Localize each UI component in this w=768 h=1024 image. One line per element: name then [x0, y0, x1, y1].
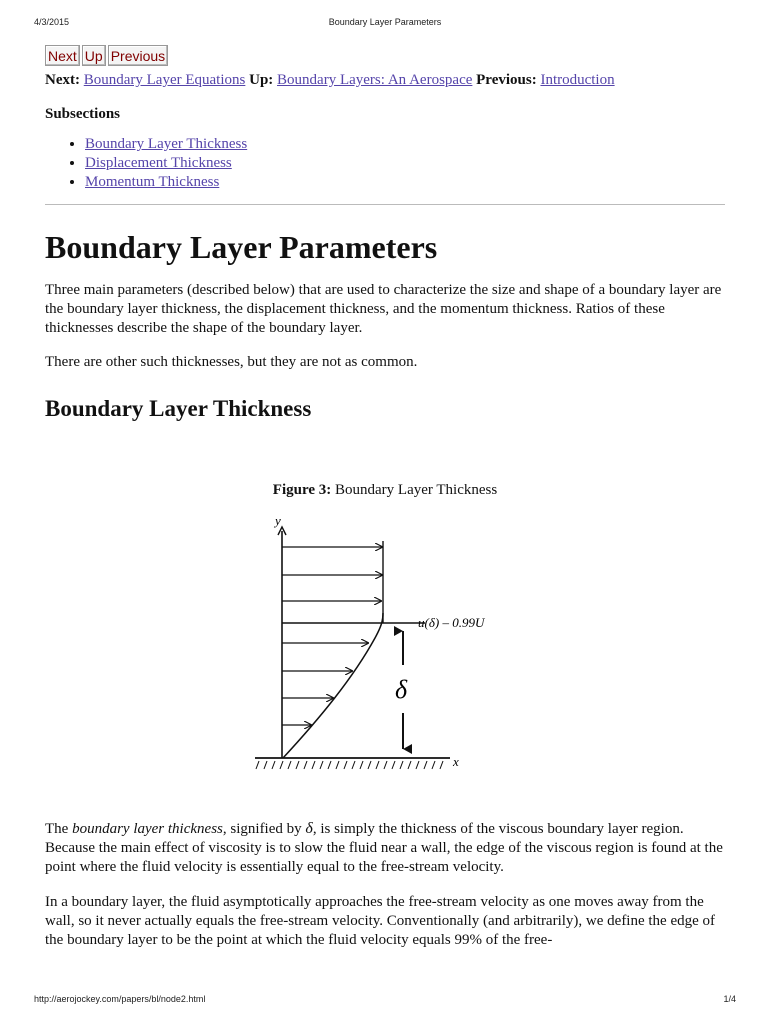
delta-symbol: δ — [395, 675, 408, 704]
figure-caption-text: Boundary Layer Thickness — [331, 482, 498, 498]
print-footer — [34, 994, 736, 1006]
intro-paragraph-2: There are other such thicknesses, but they are not as common. — [45, 354, 418, 370]
figure-boundary-layer — [235, 513, 535, 793]
previous-link[interactable]: Introduction — [540, 72, 615, 88]
up-link[interactable]: Boundary Layers: An Aerospace — [277, 72, 473, 88]
nav-buttons — [45, 45, 725, 66]
wall-hatching — [256, 761, 443, 769]
emphasis-term: boundary layer thickness — [72, 821, 223, 837]
page-content — [45, 45, 725, 950]
print-page-number: 1/4 — [723, 994, 736, 1004]
divider — [45, 204, 725, 205]
subsection-link-displacement-thickness[interactable]: Displacement Thickness — [85, 155, 232, 171]
velocity-profile-curve — [283, 613, 383, 758]
next-label: Next: — [45, 72, 80, 88]
up-button[interactable]: Up — [82, 45, 106, 66]
velocity-arrows — [282, 547, 382, 725]
edge-velocity-label: u(δ) – 0.99U — [418, 615, 485, 630]
subsections-title: Subsections — [45, 106, 121, 122]
print-url: http://aerojockey.com/papers/bl/node2.html — [34, 994, 206, 1004]
previous-label: Previous: — [476, 72, 537, 88]
list-item — [85, 154, 725, 173]
intro-paragraph-1: Three main parameters (described below) that are used to characterize the size and shape of a boundary layer are the boundary layer thickness, the displacement thickness, and the momentum thickness. Ratios of these thicknesses describe the shape of the boundary layer. — [45, 282, 722, 336]
list-item — [85, 173, 725, 192]
y-axis-label: y — [275, 513, 281, 528]
boundary-layer-paragraph-2: In a boundary layer, the fluid asymptotically approaches the free-stream velocity as one moves away from the wall, so it never actually equals the free-stream velocity. Conventionally (and arbitrarily), we define the edge of the boundary layer to be the point at which the fluid velocity equals 99% of the free- — [45, 894, 716, 948]
up-label: Up: — [249, 72, 274, 88]
subsection-link-momentum-thickness[interactable]: Momentum Thickness — [85, 174, 220, 190]
next-button[interactable]: Next — [45, 45, 80, 66]
x-axis-label: x — [453, 754, 459, 769]
print-date: 4/3/2015 — [34, 17, 70, 27]
next-link[interactable]: Boundary Layer Equations — [83, 72, 246, 88]
figure-label: Figure 3: — [272, 482, 332, 498]
section-heading: Boundary Layer Thickness — [45, 396, 312, 421]
page-title: Boundary Layer Parameters — [45, 229, 438, 265]
nav-links — [45, 70, 725, 90]
subsection-link-boundary-layer-thickness[interactable]: Boundary Layer Thickness — [85, 136, 248, 152]
print-header — [34, 17, 736, 29]
text-run: , is simply the thickness of the viscous boundary layer region. Because the main effect of viscosity is to slow the fluid near a wall, the edge of the viscous region is found at the point where the fluid velocity is essentially equal to the free-stream velocity. — [45, 821, 723, 875]
subsections-list — [45, 135, 725, 192]
text-run: , signified by — [222, 821, 306, 837]
previous-button[interactable]: Previous — [108, 45, 168, 66]
boundary-layer-paragraph-1 — [45, 819, 725, 877]
list-item — [85, 135, 725, 154]
text-run: The — [45, 821, 73, 837]
figure-caption — [45, 482, 725, 499]
delta-inline-symbol: δ — [305, 820, 313, 837]
boundary-layer-diagram — [235, 513, 535, 793]
print-title: Boundary Layer Parameters — [328, 17, 442, 27]
